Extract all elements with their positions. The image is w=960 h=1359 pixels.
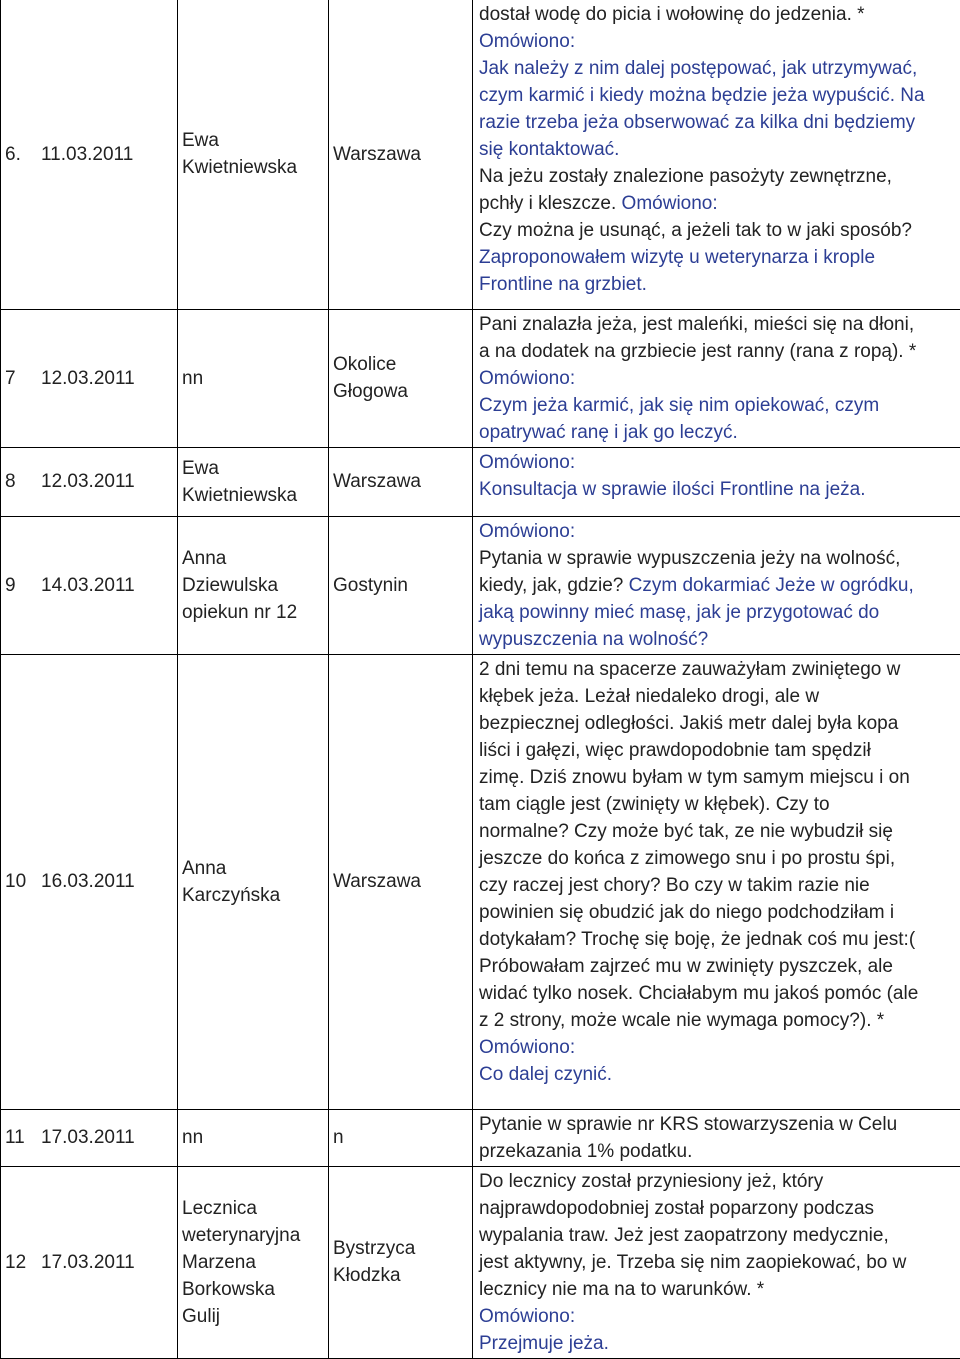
inquiry-text: jest aktywny, je. Trzeba się nim zaopiekować, bo w: [479, 1252, 906, 1273]
entry-number: 9: [5, 572, 41, 599]
caller-name-line: Kwietniewska: [182, 154, 324, 181]
description-line: [479, 1276, 954, 1303]
caller-name-line: Marzena: [182, 1249, 324, 1276]
description-line: [479, 419, 954, 446]
inquiry-text: dotykałam? Trochę się boję, że jednak coś mu jest:(: [479, 929, 915, 950]
response-text: Jak należy z nim dalej postępować, jak utrzymywać,: [479, 58, 917, 79]
response-text: Omówiono:: [479, 452, 575, 473]
entry-number-date-cell: [1, 1166, 178, 1358]
inquiry-text: Próbowałam zajrzeć mu w zwinięty pyszczek, ale: [479, 956, 893, 977]
inquiry-text: Pytanie w sprawie nr KRS stowarzyszenia w Celu: [479, 1114, 897, 1135]
table-row: [1, 654, 960, 1109]
description-cell: [473, 309, 960, 447]
description-line: [479, 1168, 954, 1195]
entry-date: 12.03.2011: [41, 368, 135, 389]
location-cell: [329, 309, 473, 447]
caller-name-cell: [178, 654, 329, 1109]
caller-name-cell: [178, 309, 329, 447]
entry-date: 17.03.2011: [41, 1127, 135, 1148]
response-text: Co dalej czynić.: [479, 1064, 612, 1085]
table-row: [1, 309, 960, 447]
response-text: razie trzeba jeża obserwować za kilka dni będziemy: [479, 112, 915, 133]
inquiry-text: przekazania 1% podatku.: [479, 1141, 692, 1162]
inquiry-text: dostał wodę do picia i wołowinę do jedzenia. *: [479, 4, 865, 25]
entry-number-date-cell: [1, 516, 178, 654]
caller-name-line: Borkowska: [182, 1276, 324, 1303]
inquiry-text: pchły i kleszcze.: [479, 193, 622, 214]
description-line: [479, 449, 954, 476]
entry-number-date-cell: [1, 1109, 178, 1166]
inquiry-text: 2 dni temu na spacerze zauważyłam zwiniętego w: [479, 659, 900, 680]
description-line: [479, 599, 954, 626]
response-text: Frontline na grzbiet.: [479, 274, 647, 295]
response-text: Omówiono:: [479, 1037, 575, 1058]
description-line: [479, 1061, 954, 1088]
location-cell: [329, 1166, 473, 1358]
inquiry-text: Pani znalazła jeża, jest maleńki, mieści się na dłoni,: [479, 314, 914, 335]
inquiry-text: liści i gałęzi, więc prawdopodobnie tam spędził: [479, 740, 871, 761]
description-line: [479, 545, 954, 572]
response-text: Omówiono:: [479, 1306, 575, 1327]
description-line: [479, 217, 954, 244]
location-line: Kłodzka: [333, 1262, 468, 1289]
caller-name-line: nn: [182, 1124, 324, 1151]
entry-number-date-cell: [1, 447, 178, 516]
location-line: Okolice: [333, 351, 468, 378]
response-text: jaką powinny mieć masę, jak je przygotować do: [479, 602, 879, 623]
entry-number-date-cell: [1, 309, 178, 447]
description-line: [479, 1330, 954, 1357]
description-line: [479, 392, 954, 419]
entry-date: 11.03.2011: [41, 144, 133, 165]
entry-date: 17.03.2011: [41, 1252, 135, 1273]
description-cell: [473, 1166, 960, 1358]
response-text: Przejmuje jeża.: [479, 1333, 609, 1354]
description-line: [479, 791, 954, 818]
description-line: [479, 1034, 954, 1061]
description-line: [479, 1249, 954, 1276]
entry-date: 12.03.2011: [41, 471, 135, 492]
inquiry-text: lecznicy nie ma na to warunków. *: [479, 1279, 764, 1300]
inquiry-text: bezpiecznej odległości. Jakiś metr dalej była kopa: [479, 713, 898, 734]
table-row: [1, 447, 960, 516]
description-cell: [473, 447, 960, 516]
location-cell: [329, 1109, 473, 1166]
response-text: Omówiono:: [479, 521, 575, 542]
caller-name-line: Kwietniewska: [182, 482, 324, 509]
inquiry-text: z 2 strony, może wcale nie wymaga pomocy?). *: [479, 1010, 884, 1031]
inquiry-text: kłębek jeża. Leżał niedaleko drogi, ale w: [479, 686, 819, 707]
description-line: [479, 109, 954, 136]
description-line: [479, 311, 954, 338]
inquiry-text: widać tylko nosek. Chciałabym mu jakoś pomóc (ale: [479, 983, 918, 1004]
location-cell: [329, 516, 473, 654]
caller-name-cell: [178, 447, 329, 516]
location-line: Gostynin: [333, 572, 468, 599]
description-line: [479, 1111, 954, 1138]
description-line: [479, 82, 954, 109]
description-line: [479, 136, 954, 163]
description-line: [479, 737, 954, 764]
description-line: [479, 365, 954, 392]
description-line: [479, 338, 954, 365]
location-cell: [329, 0, 473, 309]
caller-name-cell: [178, 0, 329, 309]
description-line: [479, 926, 954, 953]
response-text: Konsultacja w sprawie ilości Frontline na jeża.: [479, 479, 866, 500]
response-text: się kontaktować.: [479, 139, 619, 160]
description-line: [479, 656, 954, 683]
response-text: Omówiono:: [479, 31, 575, 52]
caller-name-line: Ewa: [182, 127, 324, 154]
description-line: [479, 899, 954, 926]
description-line: [479, 163, 954, 190]
description-line: [479, 572, 954, 599]
table-row: [1, 516, 960, 654]
table-row: [1, 1109, 960, 1166]
inquiry-text: Czy można je usunąć, a jeżeli tak to w jaki sposób?: [479, 220, 912, 241]
description-line: [479, 1195, 954, 1222]
description-line: [479, 1222, 954, 1249]
caller-name-line: Anna: [182, 855, 324, 882]
description-line: [479, 845, 954, 872]
entry-number: 6.: [5, 141, 41, 168]
description-line: [479, 271, 954, 298]
response-text: czym karmić i kiedy można będzie jeża wypuścić. Na: [479, 85, 925, 106]
description-line: [479, 1007, 954, 1034]
entry-number-date-cell: [1, 0, 178, 309]
entry-number: 12: [5, 1249, 41, 1276]
entry-number: 7: [5, 365, 41, 392]
description-line: [479, 980, 954, 1007]
inquiry-text: powinien się obudzić jak do niego podchodziłam i: [479, 902, 894, 923]
caller-name-line: Anna: [182, 545, 324, 572]
response-text: wypuszczenia na wolność?: [479, 629, 708, 650]
entry-number: 8: [5, 468, 41, 495]
description-line: [479, 872, 954, 899]
inquiry-text: jeszcze do końca z zimowego snu i po prostu śpi,: [479, 848, 895, 869]
description-cell: [473, 1109, 960, 1166]
description-line: [479, 518, 954, 545]
description-line: [479, 476, 954, 503]
location-line: Warszawa: [333, 468, 468, 495]
response-text: Omówiono:: [479, 368, 575, 389]
table-row: [1, 1166, 960, 1358]
description-line: [479, 764, 954, 791]
description-line: [479, 1138, 954, 1165]
caller-name-line: opiekun nr 12: [182, 599, 324, 626]
description-cell: [473, 516, 960, 654]
inquiry-text: tam ciągle jest (zwinięty w kłębek). Czy to: [479, 794, 830, 815]
location-cell: [329, 654, 473, 1109]
consultation-log-body: [1, 0, 960, 1358]
inquiry-text: kiedy, jak, gdzie?: [479, 575, 629, 596]
location-cell: [329, 447, 473, 516]
response-text: Zaproponowałem wizytę u weterynarza i krople: [479, 247, 875, 268]
location-line: Bystrzyca: [333, 1235, 468, 1262]
inquiry-text: Na jeżu zostały znalezione pasożyty zewnętrzne,: [479, 166, 892, 187]
caller-name-line: Gulij: [182, 1303, 324, 1330]
description-line: [479, 55, 954, 82]
description-line: [479, 190, 954, 217]
inquiry-text: zimę. Dziś znowu byłam w tym samym miejscu i on: [479, 767, 910, 788]
description-line: [479, 28, 954, 55]
inquiry-text: czy raczej jest chory? Bo czy w takim razie nie: [479, 875, 870, 896]
caller-name-line: nn: [182, 365, 324, 392]
entry-number-date-cell: [1, 654, 178, 1109]
inquiry-text: normalne? Czy może być tak, ze nie wybudził się: [479, 821, 893, 842]
inquiry-text: a na dodatek na grzbiecie jest ranny (rana z ropą). *: [479, 341, 916, 362]
description-line: [479, 953, 954, 980]
description-cell: [473, 654, 960, 1109]
entry-date: 16.03.2011: [41, 871, 135, 892]
description-line: [479, 1303, 954, 1330]
description-line: [479, 1, 954, 28]
location-line: Głogowa: [333, 378, 468, 405]
entry-date: 14.03.2011: [41, 575, 135, 596]
description-line: [479, 818, 954, 845]
description-line: [479, 626, 954, 653]
description-line: [479, 683, 954, 710]
response-text: Omówiono:: [622, 193, 718, 214]
location-line: Warszawa: [333, 141, 468, 168]
caller-name-line: Karczyńska: [182, 882, 324, 909]
description-line: [479, 710, 954, 737]
inquiry-text: Do lecznicy został przyniesiony jeż, który: [479, 1171, 823, 1192]
response-text: opatrywać ranę i jak go leczyć.: [479, 422, 738, 443]
inquiry-text: Pytania w sprawie wypuszczenia jeży na wolność,: [479, 548, 900, 569]
inquiry-text: najprawdopodobniej został poparzony podczas: [479, 1198, 874, 1219]
inquiry-text: wypalania traw. Jeż jest zaopatrzony medycznie,: [479, 1225, 889, 1246]
description-cell: [473, 0, 960, 309]
caller-name-line: weterynaryjna: [182, 1222, 324, 1249]
caller-name-line: Lecznica: [182, 1195, 324, 1222]
location-line: n: [333, 1124, 468, 1151]
caller-name-cell: [178, 1166, 329, 1358]
location-line: Warszawa: [333, 868, 468, 895]
response-text: Czym jeża karmić, jak się nim opiekować, czym: [479, 395, 879, 416]
table-row: [1, 0, 960, 309]
caller-name-cell: [178, 1109, 329, 1166]
caller-name-cell: [178, 516, 329, 654]
response-text: Czym dokarmiać Jeże w ogródku,: [629, 575, 914, 596]
entry-number: 11: [5, 1124, 41, 1151]
description-line: [479, 244, 954, 271]
entry-number: 10: [5, 868, 41, 895]
caller-name-line: Dziewulska: [182, 572, 324, 599]
caller-name-line: Ewa: [182, 455, 324, 482]
